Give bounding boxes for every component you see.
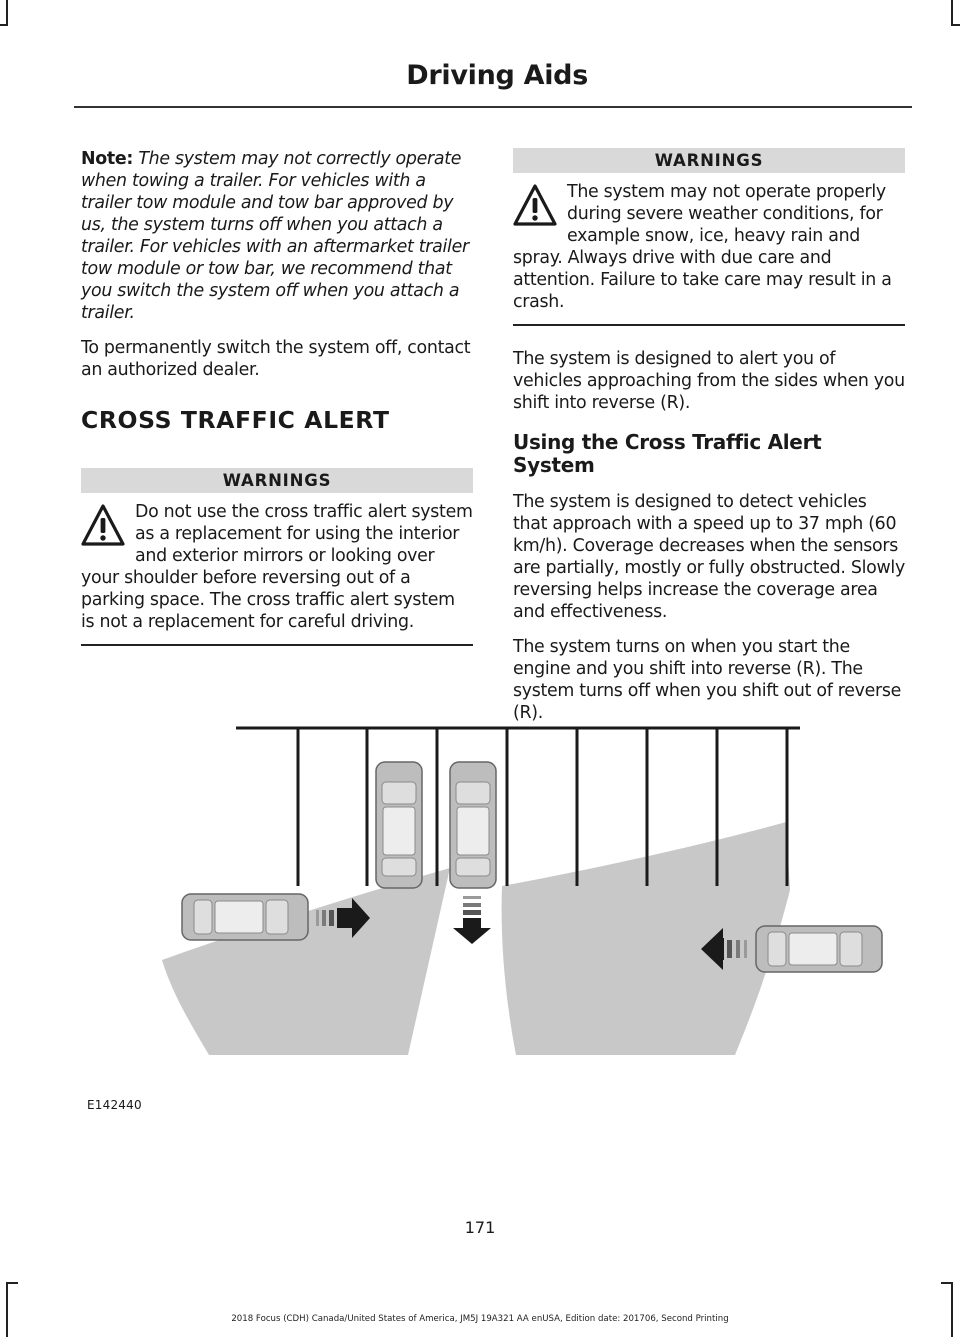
crop-mark-top-left <box>6 0 8 26</box>
warning-triangle-icon <box>80 503 126 547</box>
footer-edition-info: 2018 Focus (CDH) Canada/United States of America, JM5J 19A321 AA enUSA, Edition date: 201706, Second Printing <box>231 1314 729 1324</box>
cross-traffic-alert-heading: CROSS TRAFFIC ALERT <box>81 406 390 434</box>
crop-mark-bottom-right <box>951 1282 953 1337</box>
cross-traffic-alert-diagram <box>150 718 910 1063</box>
arrow-down-icon <box>453 896 491 944</box>
section-title: Driving Aids <box>406 60 588 91</box>
left-column <box>81 148 473 646</box>
right-column <box>513 148 905 724</box>
approaching-car-left <box>182 894 308 940</box>
warnings-header: WARNINGS <box>513 148 905 173</box>
warning-body <box>81 493 473 644</box>
note-text: The system may not correctly operate when towing a trailer. For vehicles with a trailer tow module and tow bar approved by us, the system turns off when you attach a trailer. For vehicles with an aftermarket trailer tow module or tow bar, we recommend that you switch the system off when you attach a trailer. <box>81 149 469 323</box>
parked-car <box>376 762 422 888</box>
warning-text: Do not use the cross traffic alert system as a replacement for using the interior and exterior mirrors or looking over your shoulder before reversing out of a parking space. The cross traffic alert system is not a replacement for careful driving. <box>81 502 473 632</box>
note-label: Note: <box>81 149 134 169</box>
warning-triangle-icon <box>512 183 558 227</box>
crop-mark-bottom-right-h <box>941 1282 953 1284</box>
page-number: 171 <box>464 1218 496 1237</box>
crop-mark-top-right <box>951 0 953 26</box>
crop-mark-bottom-left <box>6 1282 8 1337</box>
dealer-paragraph: To permanently switch the system off, contact an authorized dealer. <box>81 338 471 380</box>
activation-paragraph: The system turns on when you start the engine and you shift into reverse (R). The system turns off when you shift out of reverse (R). <box>513 637 902 723</box>
detection-paragraph: The system is designed to detect vehicles that approach with a speed up to 37 mph (60 km/h). Coverage decreases when the sensors are partially, mostly or fully obstructed. Slowly reversing helps increase the coverage area and effectiveness. <box>513 492 905 622</box>
reversing-car <box>450 762 496 888</box>
approaching-car-right <box>756 926 882 972</box>
warning-body <box>513 173 905 324</box>
header-rule <box>74 106 912 108</box>
warning-text: The system may not operate properly during severe weather conditions, for example snow, ice, heavy rain and spray. Always drive with due care and attention. Failure to take care may result in a crash. <box>513 182 892 312</box>
crop-mark-top-right-h <box>951 24 960 26</box>
warning-box-left <box>81 468 473 646</box>
system-description-paragraph: The system is designed to alert you of vehicles approaching from the sides when you shift into reverse (R). <box>513 349 905 413</box>
using-system-subheading: Using the Cross Traffic Alert System <box>513 430 822 477</box>
warning-box-right <box>513 148 905 326</box>
crop-mark-bottom-left-h <box>6 1282 18 1284</box>
warnings-header: WARNINGS <box>81 468 473 493</box>
figure-id: E142440 <box>87 1098 142 1112</box>
note-paragraph <box>81 148 473 324</box>
crop-mark-top-left-h <box>0 24 8 26</box>
